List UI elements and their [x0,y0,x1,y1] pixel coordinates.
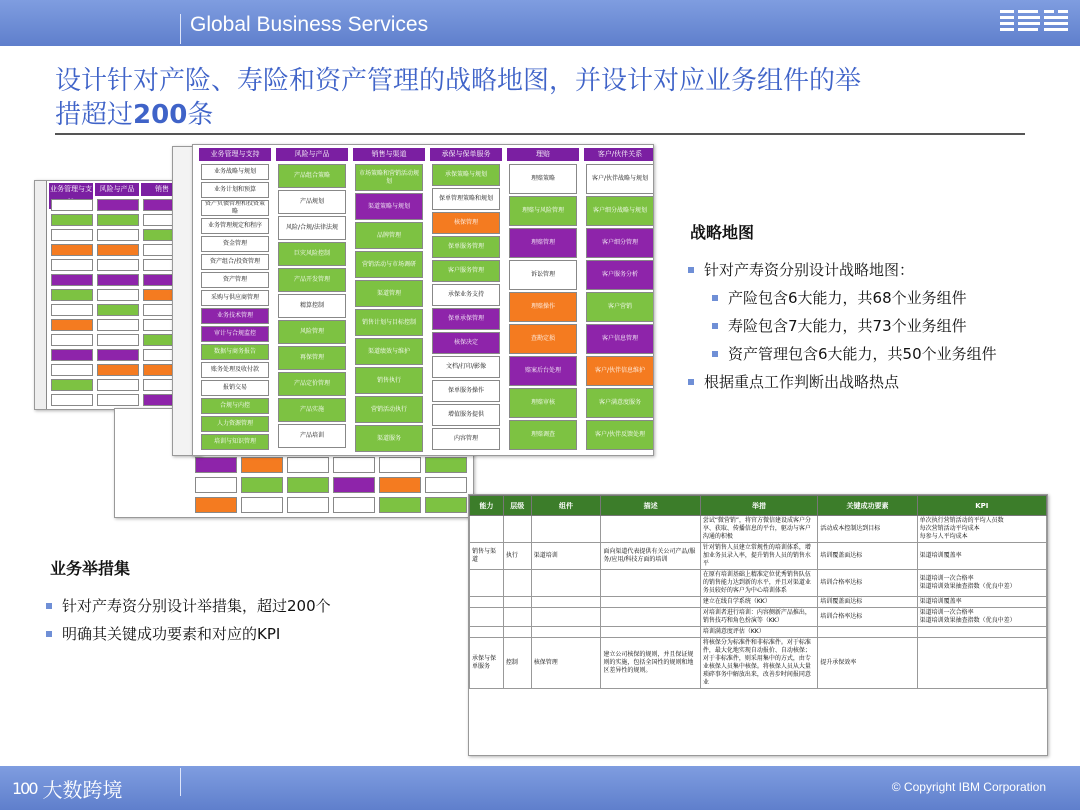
map-cell [51,289,93,301]
table-cell [601,627,700,638]
map-cell: 业务管理规定和程序 [201,218,269,234]
map-cell: 客户细分管理 [586,228,654,258]
map-cell: 精算控制 [278,294,346,318]
map-column-header: 风险与产品 [276,148,348,161]
page-title [55,64,1025,132]
bottom-bar [0,766,1080,810]
table-body [470,516,1047,689]
map-cell: 巨灾风险控制 [278,242,346,266]
table-cell: 渠道培训一次合格率 渠道培训效果抽查指数（优良中差） [917,608,1046,627]
top-bar [0,0,1080,46]
table-row [470,516,1047,543]
map-cell [379,457,421,473]
table-cell: 渠道培训覆盖率 [917,597,1046,608]
map-column-header: 销售与渠道 [353,148,425,161]
map-cell [97,229,139,241]
ibm-logo-icon [998,6,1070,38]
map-cell: 诉讼管理 [509,260,577,290]
bullet-item: 寿险包含7大能力，共73个业务组件 [686,312,997,340]
brand-title: Global Business Services [190,13,429,36]
map-cell [425,457,467,473]
map-cell: 客户/伙伴反馈处理 [586,420,654,450]
map-cell: 渠道管理 [355,280,423,307]
map-cell: 合规与内控 [201,398,269,414]
table-cell: 承保与保单服务 [470,638,504,689]
map-cell [97,199,139,211]
table-cell [470,570,504,597]
map-cell: 承保策略与规划 [432,164,500,186]
map-cell: 保单服务管理 [432,236,500,258]
table-header-cell: 组件 [531,496,601,516]
map-cell [425,497,467,513]
table-cell: 活动成本控制达到目标 [818,516,917,543]
map-cell: 查勘定损 [509,324,577,354]
map-cell: 业务计划和预算 [201,182,269,198]
map-cell: 风险管理 [278,320,346,344]
map-column-header: 业务管理与支持 [199,148,271,161]
map-cell [379,477,421,493]
copyright-text: © Copyright IBM Corporation [891,780,1046,794]
map-cell: 营销活动执行 [355,396,423,423]
map-cell [51,349,93,361]
map-cell [51,364,93,376]
map-cell: 市场策略和营销活动规划 [355,164,423,191]
map-cell [97,214,139,226]
map-cell: 数据与商务报告 [201,344,269,360]
map-cell [241,457,283,473]
map-cell: 产品开发管理 [278,268,346,292]
map-column-header: 客户/伙伴关系 [584,148,654,161]
map-cell: 理赔与风险管理 [509,196,577,226]
map-cell [51,244,93,256]
table-cell: 执行 [503,543,531,570]
table-cell: 针对销售人员建立常规性的培训体系，增加业务员录入率，提升销售人员的销售水平 [700,543,817,570]
table-header-cell: KPI [917,496,1046,516]
map-cell: 理赔操作 [509,292,577,322]
map-cell [51,229,93,241]
table-cell: 将核保分为标准件和非标准件。对于标准件，最大化地实现自动报价、自动核保；对于非标准件，则采用集中的方式，由专业核保人员集中核保。将核保人员从大量琐碎事务中解放出来，改善步时间报同意业 [700,638,817,689]
table-cell [503,627,531,638]
table-cell [503,570,531,597]
bullet-item: 产险包含6大能力，共68个业务组件 [686,284,997,312]
map-cell [51,379,93,391]
map-cell: 报销交易 [201,380,269,396]
map-cell: 账务处理及收付款 [201,362,269,378]
map-cell [97,289,139,301]
bullet-item: 针对产寿资分别设计战略地图： [686,256,997,284]
map-cell: 理赔调查 [509,420,577,450]
map-cell: 保单管理策略和规划 [432,188,500,210]
table-cell [531,516,601,543]
map-cell: 核保决定 [432,332,500,354]
map-cell: 资金管理 [201,236,269,252]
map-cell: 客户/伙伴战略与规划 [586,164,654,194]
table-cell: 培训覆盖面达标 [818,543,917,570]
watermark-text: 大数跨境 [42,778,123,802]
map-cell [287,477,329,493]
table-row [470,570,1047,597]
table-header-cell: 能力 [470,496,504,516]
map-cell [51,304,93,316]
table-cell: 渠道培训一次合格率 渠道培训效果抽查指数（优良中差） [917,570,1046,597]
measures-bullet-list [44,592,331,648]
table-cell: 渠道培训覆盖率 [917,543,1046,570]
map-cell: 业务技术管理 [201,308,269,324]
table-cell [601,516,700,543]
table-cell: 培训满意度评估（KK） [700,627,817,638]
table-cell: 面向渠道代表提供有关公司产品/服务/应用/科技方面的培训 [601,543,700,570]
map-cell [287,497,329,513]
map-cell [51,334,93,346]
map-cell [97,379,139,391]
map-cell: 渠道策略与规划 [355,193,423,220]
map-cell: 理赔审核 [509,388,577,418]
map-cell: 客户营销 [586,292,654,322]
bullet-item: 明确其关键成功要素和对应的KPI [44,620,331,648]
table-cell: 培训合格率达标 [818,570,917,597]
table-cell [601,597,700,608]
map-cell [51,199,93,211]
table-row [470,543,1047,570]
table-cell [818,627,917,638]
bullet-item: 针对产寿资分别设计举措集，超过200个 [44,592,331,620]
map-cell [51,259,93,271]
map-cell [97,259,139,271]
map-cell [241,497,283,513]
table-cell [503,516,531,543]
map-cell [97,304,139,316]
map-cell: 人力资源管理 [201,416,269,432]
map-cell: 客户满意度服务 [586,388,654,418]
table-cell: 渠道培训 [531,543,601,570]
table-row [470,597,1047,608]
map-back-panel-1: 业务管理与支 风险与产品 销售 [34,180,184,410]
table-header-cell: 层级 [503,496,531,516]
table-cell: 建立公司核保的规则，并且保证规则的实施，包括全国性的规则和地区差异性的规则。 [601,638,700,689]
map-cell: 客户服务分析 [586,260,654,290]
map-cell [425,477,467,493]
table-cell [917,627,1046,638]
table-cell [917,638,1046,689]
map-cell: 采购与供应商管理 [201,290,269,306]
table-row [470,627,1047,638]
map-cell: 产品实施 [278,398,346,422]
title-rule [55,133,1025,135]
title-line-1: 设计针对产险、寿险和资产管理的战略地图，并设计对应业务组件的举 [55,66,862,96]
map-cell: 保单承保管理 [432,308,500,330]
table-cell: 控制 [503,638,531,689]
table-cell: 单次执行营销活动的平均人员数 每次营销活动平均成本 每参与人平均成本 [917,516,1046,543]
map-cell [195,477,237,493]
map-cell: 品牌管理 [355,222,423,249]
map-cell: 再保管理 [278,346,346,370]
map-cell [51,214,93,226]
title-line-2-post: 条 [187,100,214,130]
table-cell [601,608,700,627]
map-cell: 客户/伙伴信息维护 [586,356,654,386]
table-cell [470,608,504,627]
table-cell [531,627,601,638]
map-cell [97,334,139,346]
table-cell [503,597,531,608]
map-column-header: 理赔 [507,148,579,161]
map-cell: 产品培训 [278,424,346,448]
strategy-bullet-list [686,256,997,396]
map-cell: 培训与知识管理 [201,434,269,450]
table-cell [503,608,531,627]
map-cell: 赔案后台处理 [509,356,577,386]
table-header-row [470,496,1047,516]
map-cell [51,274,93,286]
title-line-2 [55,98,1025,132]
table-cell [531,608,601,627]
map-column-header: 承保与保单服务 [430,148,502,161]
map-cell: 产品组合策略 [278,164,346,188]
map-cell [333,497,375,513]
map-cell: 资产组合/投资管理 [201,254,269,270]
table-cell [531,570,601,597]
map-cell: 资产管理 [201,272,269,288]
map-cell: 核保管理 [432,212,500,234]
bullet-item: 资产管理包含6大能力，共50个业务组件 [686,340,997,368]
table-header-cell: 关键成功要素 [818,496,917,516]
map-cell [97,364,139,376]
table-row [470,638,1047,689]
table-cell [470,597,504,608]
map-cell [51,394,93,406]
measures-table [468,494,1048,756]
map-cell: 风险/合规/法律法规 [278,216,346,240]
map-cell: 保单服务操作 [432,380,500,402]
map-cell: 销售执行 [355,367,423,394]
map-cell [241,477,283,493]
map-cell: 内容管理 [432,428,500,450]
map-cell [51,319,93,331]
table-cell: 对培训者进行培训：内容侧新产品推出，销售技巧和角色扮演等（KK） [700,608,817,627]
table-cell: 培训合格率达标 [818,608,917,627]
table-cell [531,597,601,608]
table-header-cell: 描述 [601,496,700,516]
footer-divider [180,768,181,796]
table-cell: 尝试“微营销”，将官方微信建设成客户分享、获取、传播信息的平台，驱动与客户沟通的积极 [700,516,817,543]
map-cell: 增值服务提供 [432,404,500,426]
map-cell: 营销活动与市场调研 [355,251,423,278]
map-cell: 客户服务管理 [432,260,500,282]
table-header-cell: 举措 [700,496,817,516]
map-cell: 客户细分战略与规划 [586,196,654,226]
map-cell: 产品定价管理 [278,372,346,396]
map-cell: 渠道绩效与维护 [355,338,423,365]
map-cell [97,349,139,361]
strategy-label: 战略地图 [690,223,755,242]
map-cell [195,497,237,513]
table-cell: 提升承保效率 [818,638,917,689]
map-cell [333,477,375,493]
table-cell [601,570,700,597]
watermark [12,774,123,803]
map-cell [379,497,421,513]
map-cell [97,394,139,406]
map-cell [97,244,139,256]
map-cell: 资产负债管理和投资策略 [201,200,269,216]
map-cell: 理赔管理 [509,228,577,258]
title-line-2-pre: 措超过 [55,100,134,130]
header-divider [180,14,181,44]
table-cell [470,627,504,638]
bullet-item: 根据重点工作判断出战略热点 [686,368,997,396]
strategy-map-front [192,144,654,456]
map-cell: 理赔策略 [509,164,577,194]
map-cell: 业务战略与规划 [201,164,269,180]
title-line-2-bold: 200 [133,100,188,130]
map-cell: 销售计划与目标控制 [355,309,423,336]
map-cell [287,457,329,473]
table-cell: 核保管理 [531,638,601,689]
map-cell: 渠道服务 [355,425,423,452]
measures-label: 业务举措集 [50,559,131,578]
map-cell: 文档/打印/影像 [432,356,500,378]
map-cell: 审计与合规监控 [201,326,269,342]
table-cell: 建立在线自学系统（KK） [700,597,817,608]
map-cell [97,274,139,286]
map-cell: 承保业务支持 [432,284,500,306]
table-row [470,608,1047,627]
table-cell: 销售与渠道 [470,543,504,570]
map-cell: 产品规划 [278,190,346,214]
table-cell: 在原有培训基础上精准定位优秀销售队伍的销售能力达到新的水平，并且对渠道业务员较好的客户为中心培训体系 [700,570,817,597]
table-cell: 培训覆盖面达标 [818,597,917,608]
map-cell [195,457,237,473]
table-cell [470,516,504,543]
watermark-logo-icon: 100 [12,779,37,798]
map-cell [333,457,375,473]
map-cell [97,319,139,331]
map-cell: 客户信息管理 [586,324,654,354]
